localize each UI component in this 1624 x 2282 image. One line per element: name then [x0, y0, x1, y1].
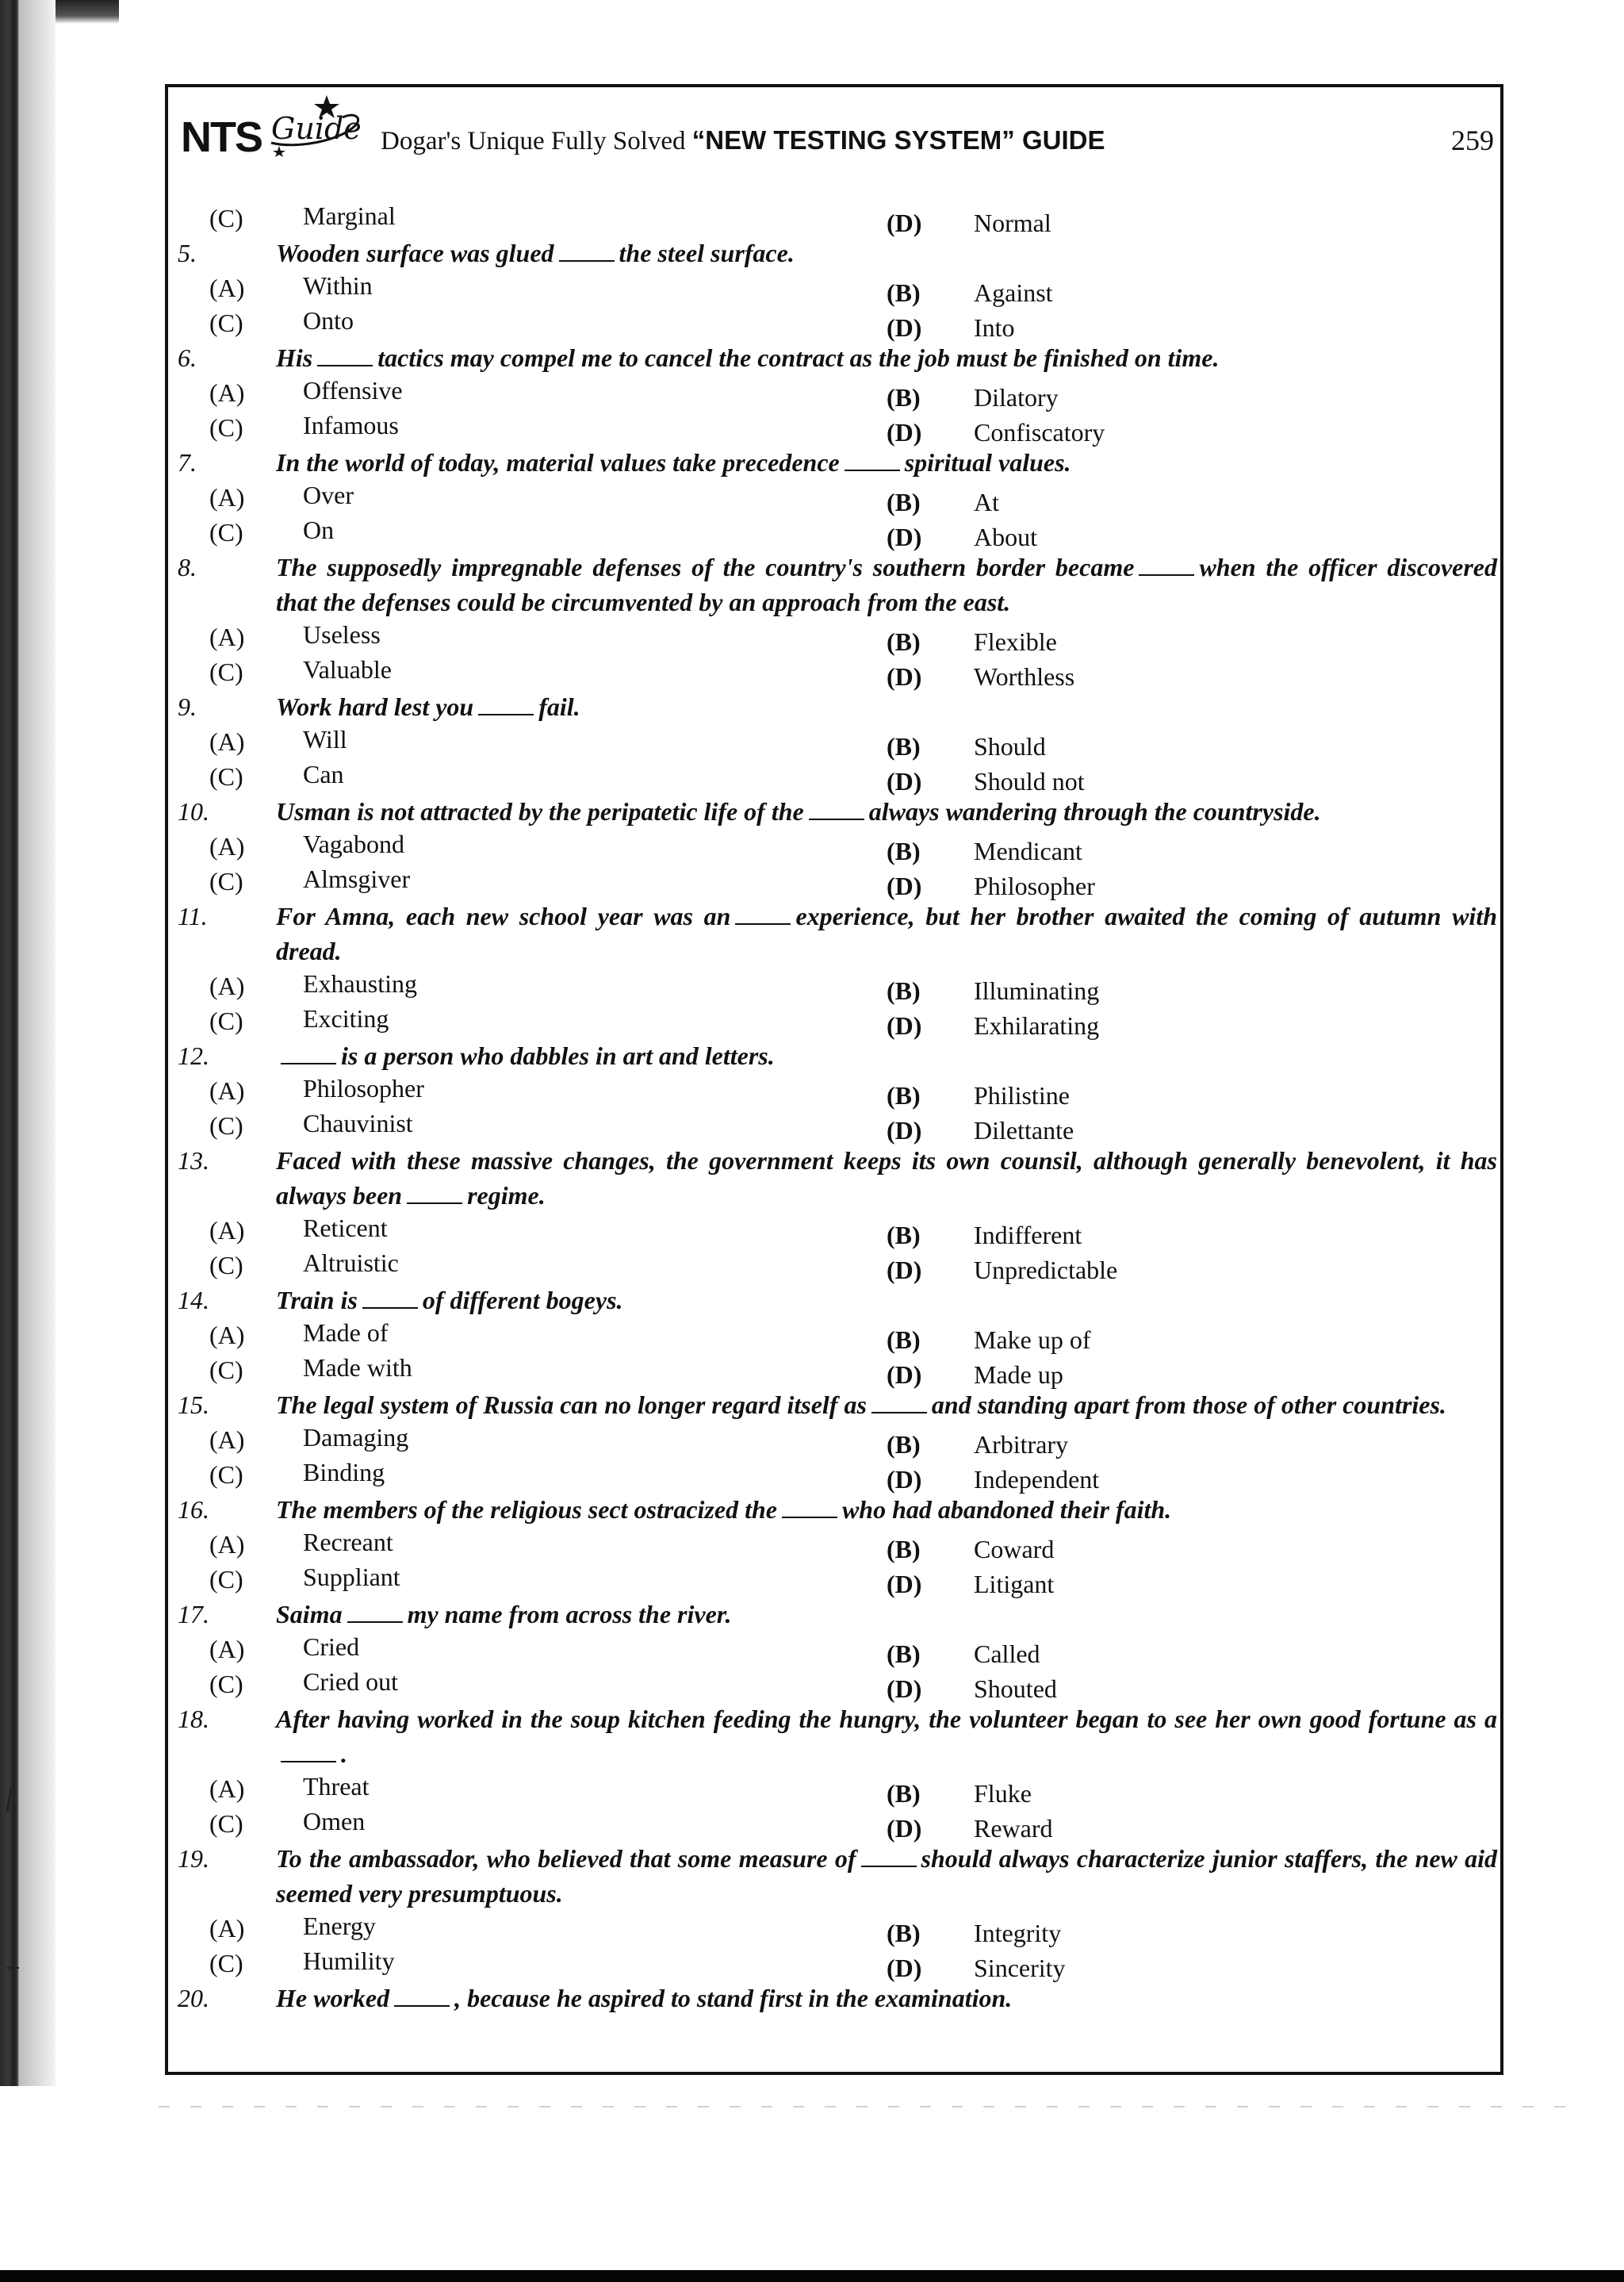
option-text: Made of	[303, 1318, 389, 1347]
option-letter: (D)	[887, 1570, 922, 1598]
question-list	[168, 201, 1497, 2015]
option-letter: (D)	[887, 313, 922, 342]
answer-blank	[347, 1601, 403, 1623]
option-text: Illuminating	[974, 976, 1100, 1005]
answer-blank	[809, 798, 864, 820]
option-letter: (D)	[887, 523, 922, 551]
question-number: 11.	[178, 902, 208, 930]
option-text: Will	[303, 725, 347, 754]
option-row	[168, 1771, 1497, 1806]
question-number: 20.	[178, 1984, 209, 2012]
question-17	[168, 1597, 1497, 1632]
option-letter: (B)	[887, 837, 921, 865]
option-text: Litigant	[974, 1570, 1055, 1598]
option-text: Altruistic	[303, 1248, 399, 1277]
question-number: 12.	[178, 1041, 209, 1070]
question-14	[168, 1283, 1497, 1317]
question-text: Train is	[276, 1286, 358, 1314]
guide-logo	[266, 105, 362, 152]
option-text: Coward	[974, 1535, 1055, 1563]
question-19	[168, 1841, 1497, 1911]
option-letter: (D)	[887, 1465, 922, 1494]
option-row	[168, 1457, 1497, 1492]
question-text: is a person who dabbles in art and letters.	[341, 1041, 775, 1070]
question-number: 19.	[178, 1844, 209, 1873]
question-text: of different bogeys.	[422, 1286, 623, 1314]
option-letter: (D)	[887, 1814, 922, 1843]
option-letter: (D)	[887, 662, 922, 691]
option-letter: (A)	[209, 972, 245, 1000]
option-text: Reticent	[303, 1214, 388, 1242]
option-text: Indifferent	[974, 1221, 1082, 1249]
option-row	[168, 759, 1497, 794]
option-letter: (C)	[209, 658, 243, 686]
option-letter: (A)	[209, 1914, 245, 1943]
question-5	[168, 236, 1497, 270]
header-title	[381, 125, 1105, 156]
question-text: In the world of today, material values take precedence	[276, 448, 840, 477]
option-letter: (C)	[209, 1809, 243, 1838]
option-text: Flexible	[974, 627, 1057, 656]
question-10	[168, 794, 1497, 829]
header-title-prefix: Dogar's Unique Fully Solved	[381, 127, 692, 155]
option-text: Marginal	[303, 201, 396, 230]
option-text: Almsgiver	[303, 865, 411, 893]
option-letter: (B)	[887, 627, 921, 656]
option-letter: (A)	[209, 1216, 245, 1245]
question-number: 7.	[178, 448, 197, 477]
option-text: Fluke	[974, 1779, 1032, 1808]
option-text: Called	[974, 1640, 1040, 1668]
option-letter: (D)	[887, 418, 922, 447]
option-text: Exhausting	[303, 969, 417, 998]
question-8	[168, 550, 1497, 619]
option-letter: (A)	[209, 1635, 245, 1663]
option-letter: (B)	[887, 1919, 921, 1947]
question-text: Faced with these massive changes, the government keeps its own counsil, although generally benevolent, it has always been	[276, 1146, 1497, 1210]
question-text: Work hard lest you	[276, 692, 474, 721]
option-row	[168, 1527, 1497, 1562]
question-7	[168, 445, 1497, 480]
question-number: 17.	[178, 1600, 209, 1628]
question-text: The members of the religious sect ostracized the	[276, 1495, 777, 1524]
question-text: spiritual values.	[904, 448, 1071, 477]
option-text: Exhilarating	[974, 1011, 1100, 1040]
option-row	[168, 1911, 1497, 1946]
option-letter: (D)	[887, 1954, 922, 1982]
option-letter: (A)	[209, 727, 245, 756]
question-15	[168, 1387, 1497, 1422]
option-row	[168, 1422, 1497, 1457]
answer-blank	[782, 1496, 837, 1518]
question-text: Usman is not attracted by the peripatetic life of the	[276, 797, 804, 826]
option-text: Against	[974, 278, 1053, 307]
option-letter: (B)	[887, 1221, 921, 1249]
option-text: Mendicant	[974, 837, 1082, 865]
option-letter: (A)	[209, 832, 245, 861]
question-number: 10.	[178, 797, 209, 826]
option-letter: (C)	[209, 867, 243, 896]
option-letter: (B)	[887, 1081, 921, 1110]
page-header	[181, 89, 1497, 165]
question-text: His	[276, 343, 313, 372]
question-11	[168, 899, 1497, 968]
option-letter: (A)	[209, 1425, 245, 1454]
scan-noise	[159, 2106, 1570, 2107]
question-text: and standing apart from those of other countries.	[931, 1390, 1446, 1419]
answer-blank	[394, 1985, 450, 2007]
option-text: Worthless	[974, 662, 1075, 691]
option-letter: (B)	[887, 732, 921, 761]
option-letter: (D)	[887, 872, 922, 900]
question-text: The supposedly impregnable defenses of the country's southern border became	[276, 553, 1135, 581]
option-text: Binding	[303, 1458, 385, 1486]
question-number: 13.	[178, 1146, 209, 1175]
answer-blank	[861, 1845, 917, 1867]
option-letter: (C)	[209, 1007, 243, 1035]
option-text: Philosopher	[974, 872, 1095, 900]
option-text: Humility	[303, 1946, 395, 1975]
scan-bottom-edge	[0, 2270, 1624, 2282]
option-row	[168, 1666, 1497, 1701]
question-text: should always characterize junior staffers, the new aid seemed very presumptuous.	[276, 1844, 1498, 1908]
answer-blank	[1139, 554, 1194, 576]
option-row	[168, 1946, 1497, 1981]
question-13	[168, 1143, 1497, 1213]
option-row	[168, 968, 1497, 1003]
option-text: Exciting	[303, 1004, 389, 1033]
option-text: Normal	[974, 209, 1051, 237]
question-text: my name from across the river.	[407, 1600, 732, 1628]
option-text: Chauvinist	[303, 1109, 413, 1137]
question-number: 14.	[178, 1286, 209, 1314]
answer-blank	[845, 449, 900, 471]
carryover-options	[168, 201, 1497, 236]
question-18	[168, 1701, 1497, 1771]
option-text: Damaging	[303, 1423, 409, 1452]
scan-binding-shadow	[0, 0, 56, 2086]
option-letter: (B)	[887, 1430, 921, 1459]
option-letter: (B)	[887, 1779, 921, 1808]
question-number: 9.	[178, 692, 197, 721]
option-row	[168, 864, 1497, 899]
option-letter: (B)	[887, 976, 921, 1005]
option-text: Should	[974, 732, 1046, 761]
question-12	[168, 1038, 1497, 1073]
question-text: experience, but her brother awaited the coming of autumn with dread.	[276, 902, 1498, 965]
answer-blank	[281, 1740, 336, 1762]
option-text: Philosopher	[303, 1074, 424, 1103]
option-letter: (B)	[887, 383, 921, 412]
question-number: 16.	[178, 1495, 209, 1524]
option-letter: (B)	[887, 488, 921, 516]
option-letter: (D)	[887, 1256, 922, 1284]
option-letter: (A)	[209, 483, 245, 512]
option-text: Valuable	[303, 655, 392, 684]
question-text: , because he aspired to stand first in the examination.	[454, 1984, 1013, 2012]
question-6	[168, 340, 1497, 375]
option-letter: (B)	[887, 1640, 921, 1668]
option-text: Make up of	[974, 1325, 1091, 1354]
nts-logo: NTS	[181, 113, 262, 161]
option-letter: (C)	[209, 1111, 243, 1140]
option-letter: (D)	[887, 1116, 922, 1145]
question-text: when the officer discovered that the defenses could be circumvented by an approach from the east.	[276, 553, 1498, 616]
question-16	[168, 1492, 1497, 1527]
option-row	[168, 724, 1497, 759]
option-row	[168, 480, 1497, 515]
option-row	[168, 515, 1497, 550]
option-letter: (D)	[887, 1011, 922, 1040]
option-text: Within	[303, 271, 373, 300]
question-number: 6.	[178, 343, 197, 372]
question-text: Wooden surface was glued	[276, 239, 554, 267]
option-letter: (C)	[209, 518, 243, 547]
answer-blank	[362, 1287, 418, 1309]
option-letter: (D)	[887, 1360, 922, 1389]
answer-blank	[407, 1182, 462, 1204]
option-text: Suppliant	[303, 1563, 400, 1591]
question-20	[168, 1981, 1497, 2015]
option-text: Offensive	[303, 376, 403, 405]
question-text: always wandering through the countryside.	[868, 797, 1321, 826]
question-text: He worked	[276, 1984, 390, 2012]
option-text: Over	[303, 481, 354, 509]
option-letter: (C)	[209, 204, 243, 232]
question-text: tactics may compel me to cancel the contract as the job must be finished on time.	[377, 343, 1220, 372]
option-row	[168, 1213, 1497, 1248]
answer-blank	[735, 903, 791, 925]
option-letter: (C)	[209, 413, 243, 442]
option-letter: (B)	[887, 1535, 921, 1563]
option-letter: (B)	[887, 278, 921, 307]
option-text: Reward	[974, 1814, 1053, 1843]
option-text: Into	[974, 313, 1015, 342]
guide-logo-text: Guide	[271, 111, 362, 146]
page-number: 259	[1451, 125, 1494, 156]
option-row	[168, 270, 1497, 305]
question-text: the steel surface.	[619, 239, 795, 267]
option-text: Onto	[303, 306, 354, 335]
option-row	[168, 1073, 1497, 1108]
answer-blank	[478, 693, 534, 715]
option-letter: (C)	[209, 309, 243, 337]
option-text: Integrity	[974, 1919, 1062, 1947]
option-row	[168, 410, 1497, 445]
option-letter: (C)	[209, 1356, 243, 1384]
option-row	[168, 829, 1497, 864]
option-text: Should not	[974, 767, 1085, 796]
question-number: 8.	[178, 553, 197, 581]
option-letter: (C)	[209, 1949, 243, 1977]
option-row	[168, 1248, 1497, 1283]
option-letter: (C)	[209, 1670, 243, 1698]
question-text: fail.	[538, 692, 580, 721]
option-row	[168, 1317, 1497, 1352]
option-letter: (B)	[887, 1325, 921, 1354]
option-row	[168, 1632, 1497, 1666]
option-row	[168, 619, 1497, 654]
option-text: Vagabond	[303, 830, 404, 858]
option-letter: (C)	[209, 1460, 243, 1489]
option-text: Cried	[303, 1632, 360, 1661]
option-text: Infamous	[303, 411, 399, 439]
option-text: Independent	[974, 1465, 1100, 1494]
question-text: For Amna, each new school year was an	[276, 902, 731, 930]
question-text: After having worked in the soup kitchen feeding the hungry, the volunteer began to see her own good fortune as a	[276, 1705, 1497, 1733]
question-text: who had abandoned their faith.	[841, 1495, 1172, 1524]
option-text: Arbitrary	[974, 1430, 1069, 1459]
question-text: regime.	[467, 1181, 546, 1210]
option-letter: (C)	[209, 762, 243, 791]
scan-edge-mark	[6, 1967, 19, 1969]
option-letter: (A)	[209, 378, 245, 407]
header-title-main: “NEW TESTING SYSTEM” GUIDE	[691, 125, 1105, 155]
option-row	[168, 1562, 1497, 1597]
option-text: Unpredictable	[974, 1256, 1118, 1284]
answer-blank	[317, 344, 373, 366]
option-text: Omen	[303, 1807, 366, 1835]
option-text: Recreant	[303, 1528, 393, 1556]
option-text: Sincerity	[974, 1954, 1066, 1982]
option-text: Threat	[303, 1772, 370, 1801]
question-text: .	[341, 1739, 347, 1768]
option-letter: (C)	[209, 1565, 243, 1594]
option-letter: (A)	[209, 274, 245, 302]
option-row	[168, 375, 1497, 410]
option-row	[168, 1352, 1497, 1387]
question-number: 15.	[178, 1390, 209, 1419]
option-text: Philistine	[974, 1081, 1070, 1110]
option-text: Energy	[303, 1912, 376, 1940]
question-text: The legal system of Russia can no longer regard itself as	[276, 1390, 867, 1419]
option-letter: (A)	[209, 1321, 245, 1349]
option-letter: (D)	[887, 1674, 922, 1703]
option-row	[168, 1806, 1497, 1841]
option-text: Useless	[303, 620, 381, 649]
option-letter: (A)	[209, 623, 245, 651]
question-number: 5.	[178, 239, 197, 267]
option-letter: (D)	[887, 209, 922, 237]
option-row	[168, 1108, 1497, 1143]
option-row	[168, 654, 1497, 689]
option-text: Confiscatory	[974, 418, 1105, 447]
option-letter: (C)	[209, 1251, 243, 1279]
question-9	[168, 689, 1497, 724]
option-text: Made with	[303, 1353, 412, 1382]
option-text: Cried out	[303, 1667, 398, 1696]
answer-blank	[559, 240, 615, 262]
answer-blank	[281, 1042, 336, 1064]
option-letter: (A)	[209, 1076, 245, 1105]
option-text: Shouted	[974, 1674, 1057, 1703]
option-letter: (A)	[209, 1774, 245, 1803]
option-text: Dilatory	[974, 383, 1059, 412]
option-text: Dilettante	[974, 1116, 1074, 1145]
option-text: On	[303, 516, 335, 544]
option-row	[168, 1003, 1497, 1038]
question-number: 18.	[178, 1705, 209, 1733]
answer-blank	[871, 1391, 927, 1413]
question-text: To the ambassador, who believed that some measure of	[276, 1844, 856, 1873]
option-letter: (D)	[887, 767, 922, 796]
option-text: Can	[303, 760, 344, 788]
question-text: Saima	[276, 1600, 343, 1628]
option-text: At	[974, 488, 999, 516]
option-row	[168, 305, 1497, 340]
option-letter: (A)	[209, 1530, 245, 1559]
option-text: Made up	[974, 1360, 1063, 1389]
option-text: About	[974, 523, 1037, 551]
